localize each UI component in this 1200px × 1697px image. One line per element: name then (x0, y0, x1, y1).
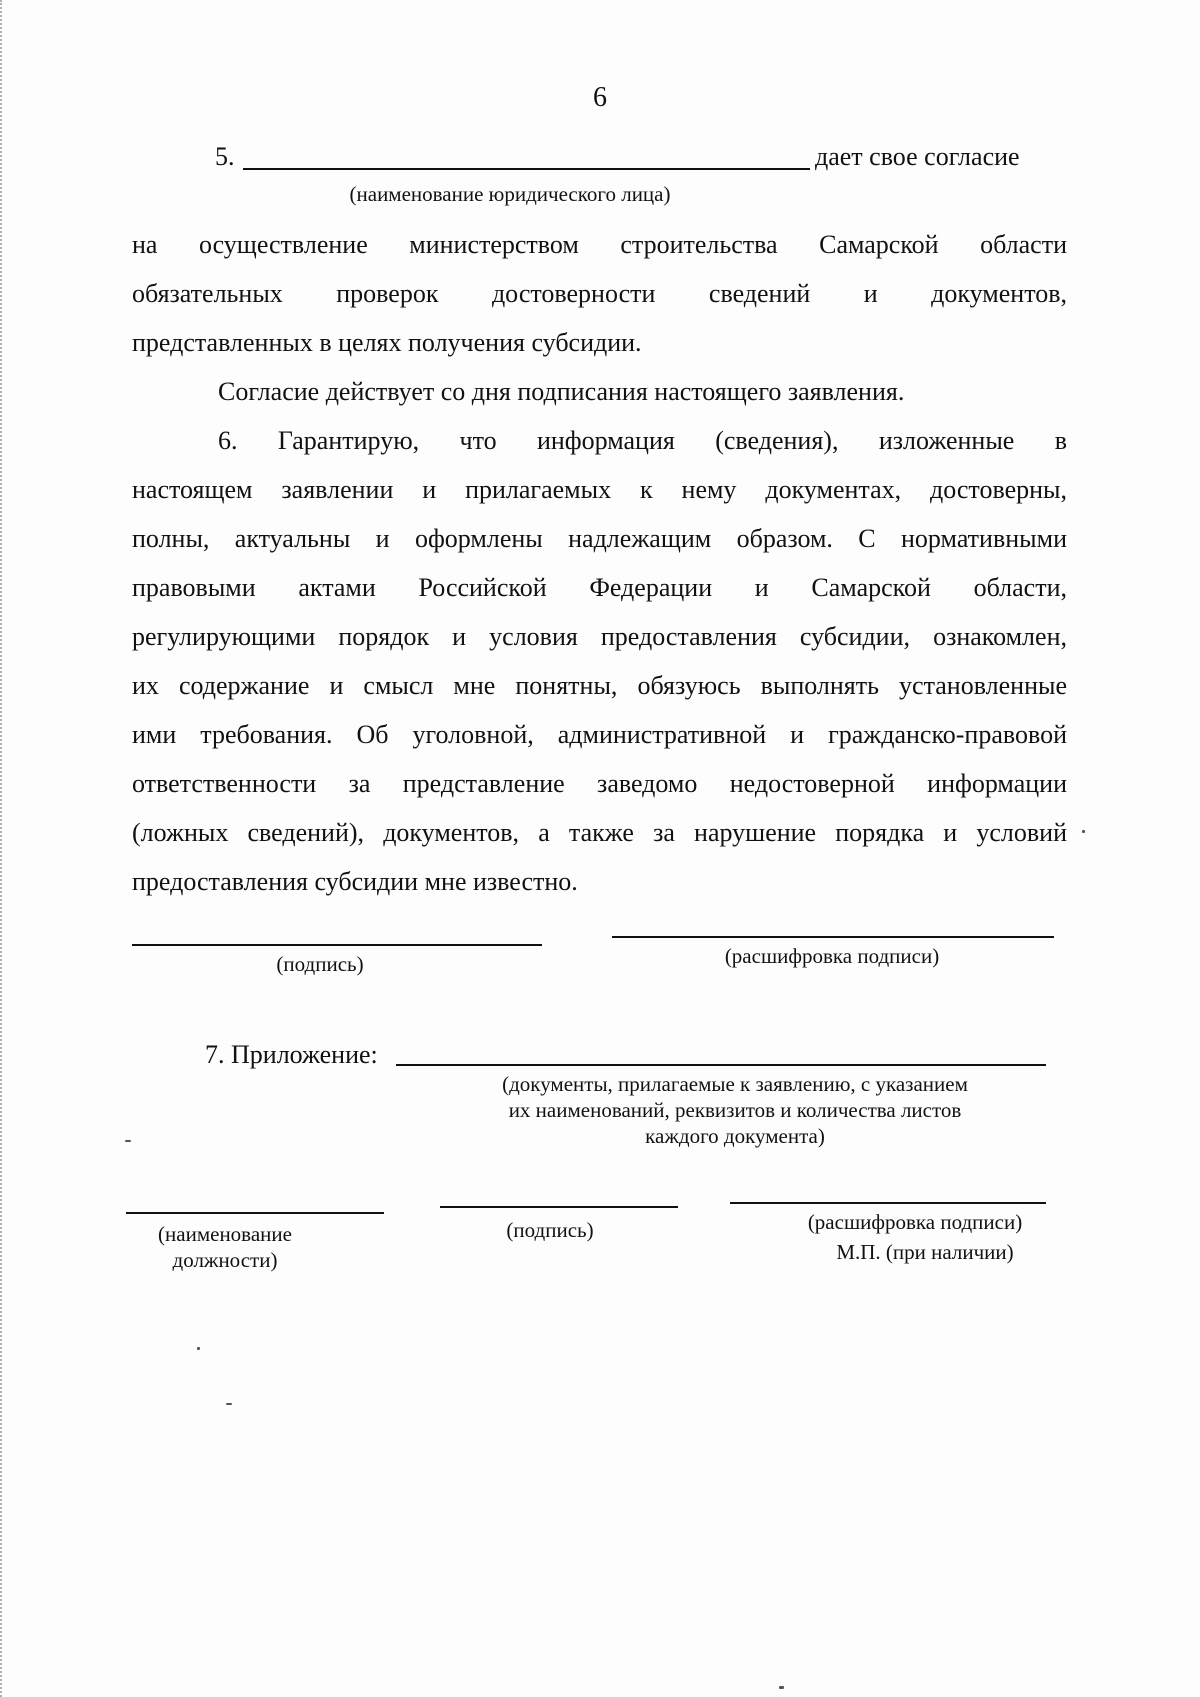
section5-line-3: представленных в целях получения субсидии. (132, 328, 642, 357)
page-number: 6 (593, 82, 607, 113)
section6-line-7: ими требования. Об уголовной, административной и гражданско-правовой (132, 720, 1067, 749)
legal-entity-name-caption: (наименование юридического лица) (349, 182, 671, 206)
section6-line-10: предоставления субсидии мне известно. (132, 867, 578, 896)
consent-validity-line: Согласие действует со дня подписания настоящего заявления. (218, 377, 905, 406)
section6-line-6: их содержание и смысл мне понятны, обязуюсь выполнять установленные (132, 671, 1067, 700)
section6-line-5: регулирующими порядок и условия предоставления субсидии, ознакомлен, (132, 622, 1067, 651)
section6-line-1: 6. Гарантирую, что информация (сведения), изложенные в (218, 426, 1067, 455)
attachment-blank (396, 1064, 1046, 1066)
section6-line-2: настоящем заявлении и прилагаемых к нему документах, достоверны, (132, 475, 1067, 504)
scan-speck (779, 1686, 784, 1689)
legal-entity-name-blank (243, 168, 810, 170)
stamp-caption: М.П. (при наличии) (836, 1240, 1014, 1264)
attachment-caption-line-2: их наименований, реквизитов и количества листов (508, 1098, 962, 1122)
attachment-caption-line-1: (документы, прилагаемые к заявлению, с указанием (502, 1072, 968, 1096)
signature2-blank (440, 1206, 678, 1208)
scan-speck (197, 1347, 200, 1350)
scan-speck (1082, 830, 1085, 833)
position-caption-line-1: (наименование (158, 1222, 292, 1246)
attachment-label: 7. Приложение: (205, 1040, 378, 1069)
signature2-decoding-blank (730, 1202, 1046, 1204)
section5-number: 5. (215, 142, 235, 171)
scan-speck (125, 1140, 131, 1142)
section5-consent-suffix: дает свое согласие (815, 142, 1020, 171)
position-caption-line-2: должности) (172, 1248, 278, 1272)
signature-blank (132, 944, 542, 946)
section6-line-4: правовыми актами Российской Федерации и Самарской области, (132, 573, 1067, 602)
section5-line-1: на осуществление министерством строительства Самарской области (132, 230, 1067, 259)
signature-decoding-caption: (расшифровка подписи) (724, 944, 940, 968)
section6-line-9: (ложных сведений), документов, а также за нарушение порядка и условий (132, 818, 1067, 847)
signature2-decoding-caption: (расшифровка подписи) (807, 1210, 1023, 1234)
scan-edge-marks (0, 0, 6, 1697)
signature-decoding-blank (612, 936, 1054, 938)
section6-line-3: полны, актуальны и оформлены надлежащим образом. С нормативными (132, 524, 1067, 553)
position-blank (126, 1212, 384, 1214)
section5-line-2: обязательных проверок достоверности сведений и документов, (132, 279, 1067, 308)
signature2-caption: (подпись) (506, 1218, 594, 1242)
signature-caption: (подпись) (276, 952, 364, 976)
scan-speck (226, 1403, 232, 1405)
attachment-caption-line-3: каждого документа) (645, 1124, 825, 1148)
section6-line-8: ответственности за представление заведомо недостоверной информации (132, 769, 1067, 798)
